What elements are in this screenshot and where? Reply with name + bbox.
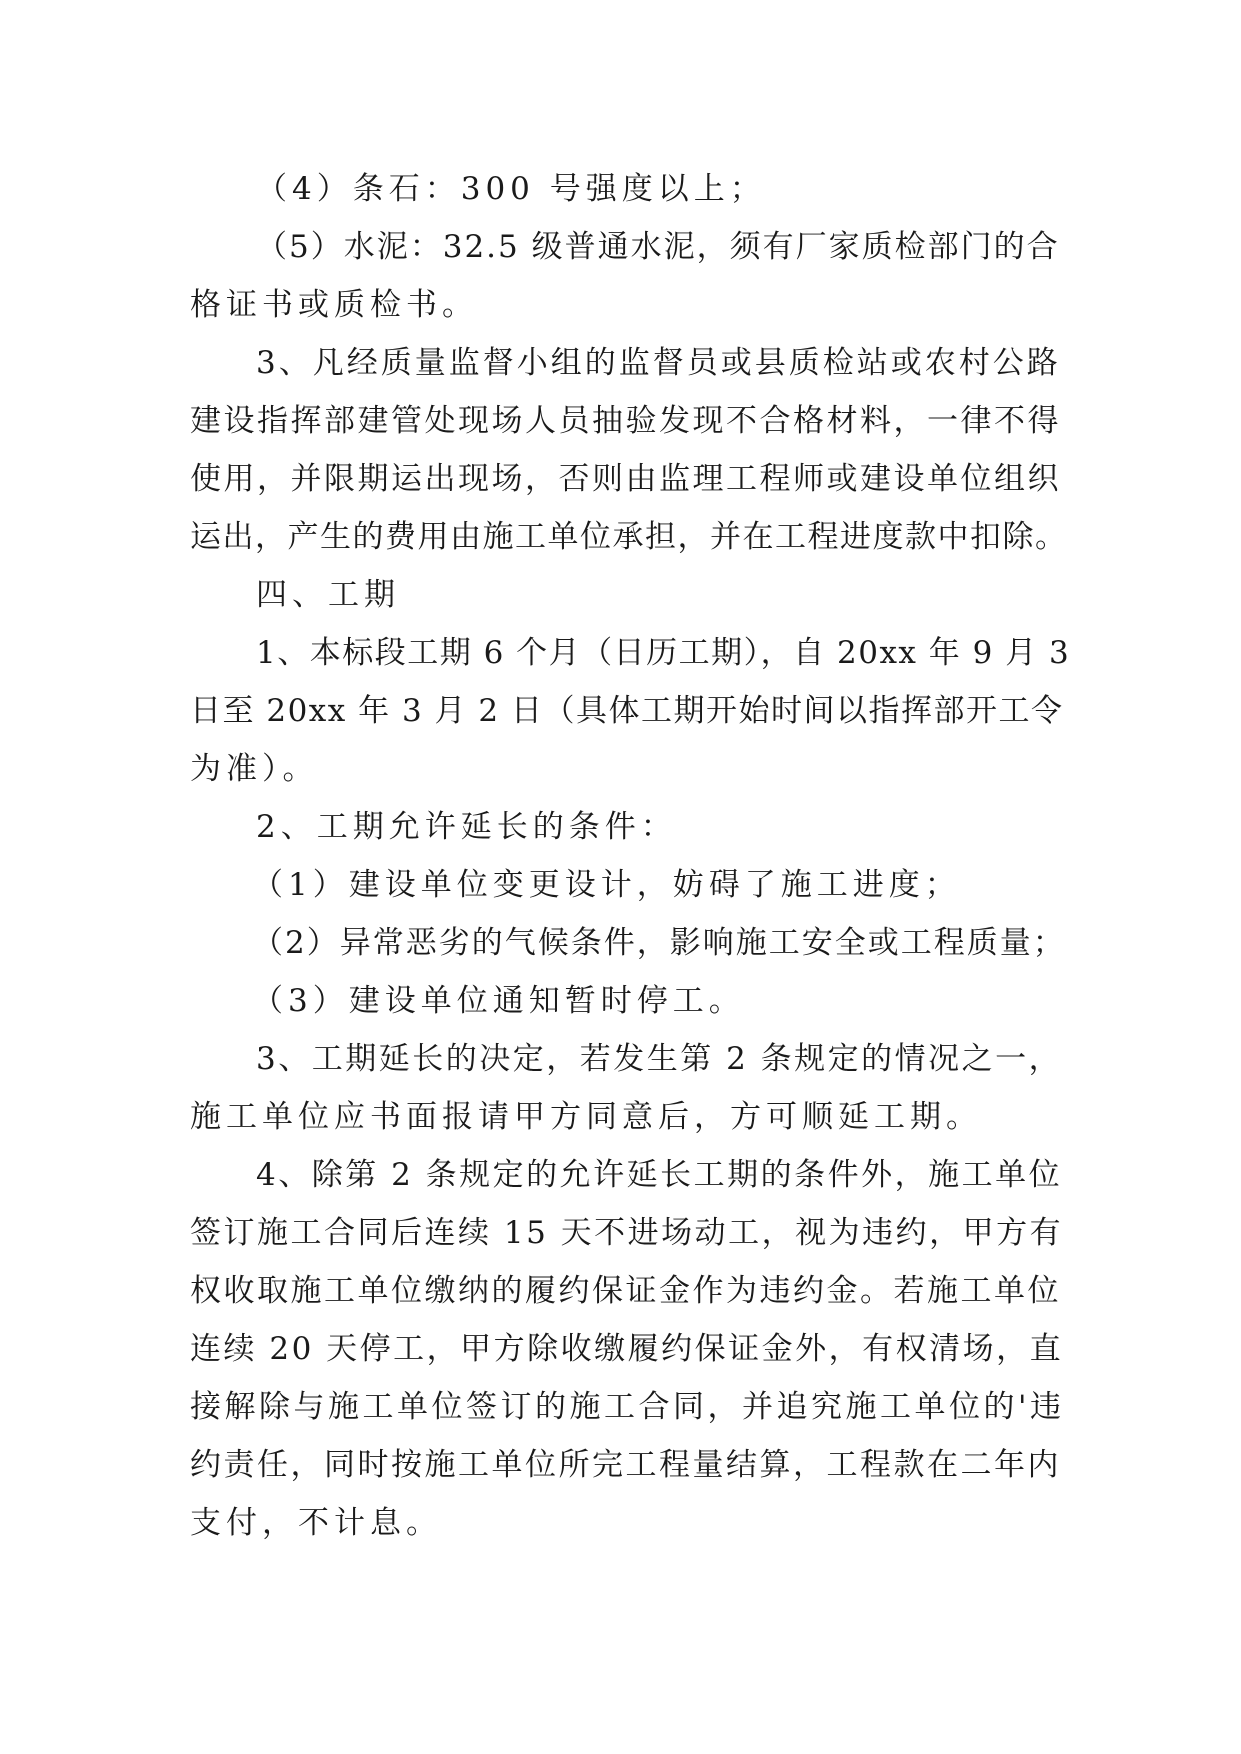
list-item: （2）异常恶劣的气候条件，影响施工安全或工程质量； [252, 925, 1066, 961]
text-line: （5）水泥：32.5 级普通水泥，须有厂家质检部门的合 [256, 229, 1060, 265]
text-line: 建设指挥部建管处现场人员抽验发现不合格材料，一律不得 [190, 403, 1061, 439]
list-item: （1）建设单位变更设计，妨碍了施工进度； [252, 867, 961, 903]
text-line: 支付，不计息。 [190, 1505, 442, 1541]
text-line: 日至 20xx 年 3 月 2 日（具体工期开始时间以指挥部开工令 [190, 693, 1064, 729]
text-line: 权收取施工单位缴纳的履约保证金作为违约金。若施工单位 [190, 1273, 1061, 1309]
text-line: 连续 20 天停工，甲方除收缴履约保证金外，有权清场，直 [190, 1331, 1064, 1367]
text-line: 施工单位应书面报请甲方同意后，方可顺延工期。 [190, 1099, 982, 1135]
text-line: 接解除与施工单位签订的施工合同，并追究施工单位的'违 [190, 1389, 1065, 1425]
text-line: 格证书或质检书。 [190, 287, 478, 323]
text-line: 2、工期允许延长的条件： [256, 809, 677, 845]
section-heading: 四、工期 [256, 577, 400, 613]
text-line: 3、凡经质量监督小组的监督员或县质检站或农村公路 [256, 345, 1061, 381]
text-line: 使用，并限期运出现场，否则由监理工程师或建设单位组织 [190, 461, 1061, 497]
text-line: 为准）。 [190, 751, 319, 787]
text-line: 3、工期延长的决定，若发生第 2 条规定的情况之一， [256, 1041, 1063, 1077]
text-line: 运出，产生的费用由施工单位承担，并在工程进度款中扣除。 [190, 519, 1068, 555]
text-line: 签订施工合同后连续 15 天不进场动工，视为违约，甲方有 [190, 1215, 1064, 1251]
text-line: 约责任，同时按施工单位所完工程量结算，工程款在二年内 [190, 1447, 1061, 1483]
text-line: 1、本标段工期 6 个月（日历工期），自 20xx 年 9 月 3 [256, 635, 1071, 671]
text-line: 4、除第 2 条规定的允许延长工期的条件外，施工单位 [256, 1157, 1063, 1193]
document-body [190, 160, 1070, 1552]
text-line: （4）条石：300 号强度以上； [256, 171, 766, 207]
list-item: （3）建设单位通知暂时停工。 [252, 983, 745, 1019]
